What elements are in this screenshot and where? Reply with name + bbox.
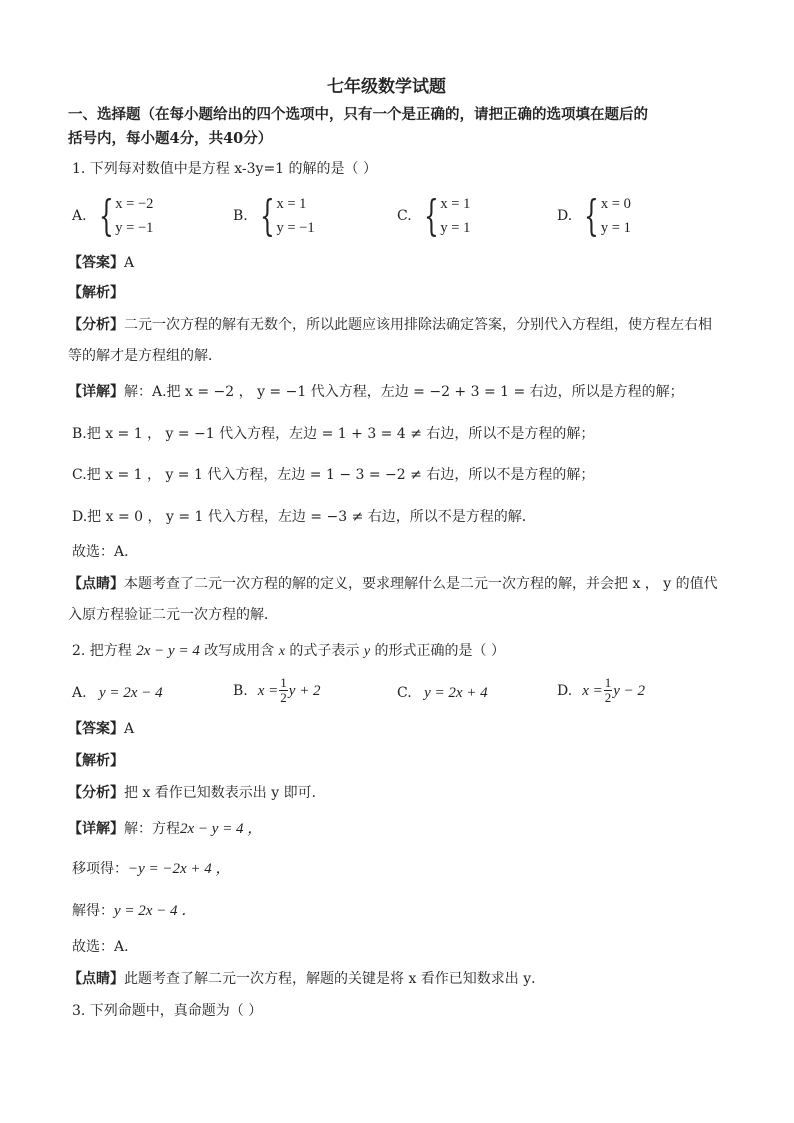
q1-option-c (397, 192, 470, 240)
q1-option-d (557, 192, 631, 240)
q1-detail-d: D.把 x = 0 ， y = 1 代入方程，左边 = −3 ≠ 右边，所以不是方程的解． (72, 509, 536, 525)
q2-d-fraction: $\frac{1}{2}$ (604, 675, 612, 705)
q2-b-fraction: $\frac{1}{2}$ (280, 675, 287, 705)
q1-c-row2: y = 1 (440, 220, 471, 236)
q2-stem: 2. 把方程 2x − y = 4 改写成用含 x 的式子表示 y 的形式正确的是（ ） (72, 643, 505, 659)
q1-answer: 【答案】A (68, 255, 135, 271)
q1-option-a-label: A. (72, 208, 87, 224)
q1-dianjing: 【点睛】本题考查了二元一次方程的解的定义，要求理解什么是二元一次方程的解，并会把 x ， y 的值代 (68, 576, 718, 592)
q2-option-a: A. y = 2x − 4 (72, 685, 163, 701)
q1-detail-c: C.把 x = 1 ， y = 1 代入方程，左边 = 1 − 3 = −2 ≠ 右边，所以不是方程的解； (72, 467, 595, 483)
q1-d-row2: y = 1 (600, 220, 631, 236)
brace-icon: { (423, 191, 439, 240)
q1-a-row1: x = −2 (115, 196, 154, 212)
q2-dianjing: 【点睛】此题考查了解二元一次方程，解题的关键是将 x 看作已知数求出 y． (68, 971, 546, 987)
q1-c-row1: x = 1 (440, 196, 471, 212)
q2-fenxi: 【分析】把 x 看作已知数表示出 y 即可． (68, 785, 326, 801)
q1-option-b-label: B. (233, 208, 248, 224)
q1-analysis-tag: 【解析】 (68, 285, 124, 301)
q1-choose: 故选：A． (72, 544, 139, 560)
q1-d-row1: x = 0 (600, 196, 631, 212)
q1-a-row2: y = −1 (115, 220, 154, 236)
q1-fenxi-cont: 等的解才是方程组的解． (68, 348, 222, 364)
q2-detail-2: 移项得：−y = −2x + 4 ， (72, 861, 231, 877)
q2-answer: 【答案】A (68, 721, 135, 737)
section-heading-line2: 括号内，每小题4分，共40分） (68, 130, 273, 147)
q3-stem: 3. 下列命题中，真命题为（ ） (72, 1003, 263, 1019)
brace-icon: { (584, 191, 599, 240)
q2-detail-3: 解得：y = 2x − 4 ． (72, 903, 197, 919)
q1-fenxi: 【分析】二元一次方程的解有无数个，所以此题应该用排除法确定答案，分别代入方程组，使方程左右相 (68, 317, 712, 333)
q1-option-d-label: D. (557, 208, 573, 224)
q2-detail-1: 【详解】解：方程2x − y = 4 ， (68, 821, 263, 837)
q2-choose: 故选：A． (72, 939, 139, 955)
q1-stem: 1. 下列每对数值中是方程 x-3y=1 的解的是（ ） (72, 161, 377, 177)
q1-b-row1: x = 1 (276, 196, 307, 212)
q2-analysis-tag: 【解析】 (68, 753, 124, 769)
q1-option-b (233, 192, 315, 240)
section-heading-line1: 一、选择题（在每小题给出的四个选项中，只有一个是正确的，请把正确的选项填在题后的 (68, 106, 648, 123)
page-title: 七年级数学试题 (327, 77, 446, 97)
q2-option-d: D. x = $\frac{1}{2}$ y − 2 (557, 675, 645, 705)
q1-detail-a: 【详解】解：A.把 x = −2 ， y = −1 代入方程，左边 = −2 + 3 = 1 = 右边，所以是方程的解； (68, 384, 684, 400)
q1-option-a (72, 192, 153, 240)
brace-icon: { (98, 191, 114, 240)
q2-option-b: B. x = $\frac{1}{2}$ y + 2 (233, 675, 321, 705)
q1-detail-b: B.把 x = 1 ， y = −1 代入方程，左边 = 1 + 3 = 4 ≠ 右边，所以不是方程的解； (72, 426, 595, 442)
q2-option-c: C. y = 2x + 4 (397, 685, 488, 701)
brace-icon: { (259, 191, 275, 240)
q1-option-c-label: C. (397, 208, 412, 224)
q1-b-row2: y = −1 (276, 220, 315, 236)
q1-dianjing-cont: 入原方程验证二元一次方程的解． (68, 607, 278, 623)
